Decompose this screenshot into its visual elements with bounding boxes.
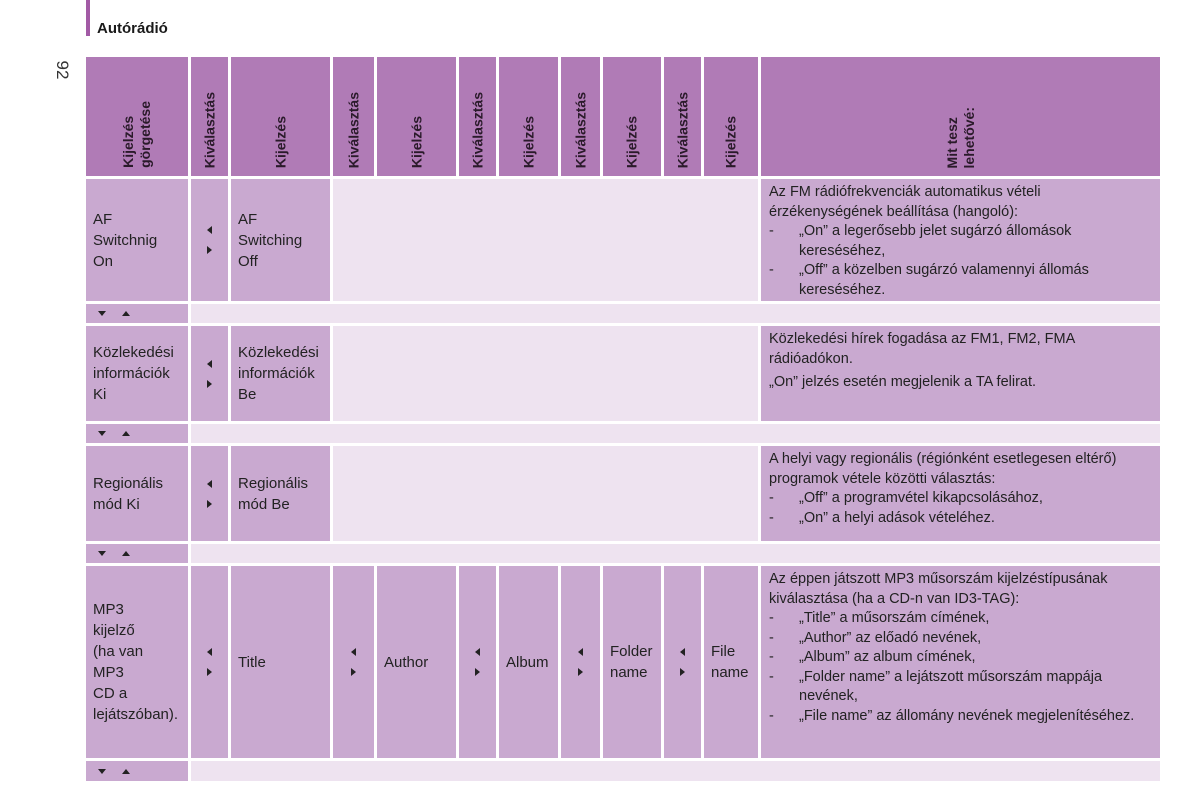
description-list-item xyxy=(769,261,1152,300)
description-list-item xyxy=(769,707,1152,727)
section-accent-bar xyxy=(86,0,90,36)
arrow-left-icon xyxy=(207,226,212,234)
option-label: Title xyxy=(238,653,266,671)
column-header xyxy=(377,57,456,176)
scroll-arrows-cell xyxy=(86,761,188,781)
list-bullet: - xyxy=(769,262,774,278)
option-label: Közlekedési információk Be xyxy=(238,344,319,403)
description-text: A helyi vagy regionális (régiónként esetlegesen eltérő) programok vétele közötti választás: xyxy=(769,451,1117,487)
arrow-down-icon xyxy=(98,311,106,316)
column-header-label: Kijelzés xyxy=(722,115,739,168)
display-cell xyxy=(86,179,188,301)
description-list-item xyxy=(769,629,1152,649)
column-header-label: Kiválasztás xyxy=(345,91,361,168)
scroll-arrows-cell xyxy=(86,544,188,563)
arrow-up-icon xyxy=(122,769,130,774)
arrow-right-icon xyxy=(207,380,212,388)
column-header-label: Kiválasztás xyxy=(572,91,588,168)
arrow-right-icon xyxy=(578,668,583,676)
option-cell xyxy=(231,326,330,421)
arrow-up-icon xyxy=(122,551,130,556)
empty-span-cell xyxy=(333,326,758,421)
select-arrows-cell xyxy=(664,566,701,758)
list-bullet: - xyxy=(769,223,774,239)
description-cell xyxy=(761,179,1160,301)
list-item-text: „On” a legerősebb jelet sugárzó állomások kereséséhez, xyxy=(799,223,1072,259)
arrow-right-icon xyxy=(207,668,212,676)
column-header-label: Kijelzés görgetése xyxy=(120,101,153,168)
option-cell xyxy=(499,566,558,758)
arrow-left-icon xyxy=(207,648,212,656)
page-number: 92 xyxy=(53,60,72,80)
option-label: File name xyxy=(711,643,749,681)
arrow-down-icon xyxy=(98,431,106,436)
column-header-label: Kiválasztás xyxy=(469,91,485,168)
option-cell xyxy=(231,179,330,301)
column-header-label: Kiválasztás xyxy=(201,91,217,168)
option-cell xyxy=(704,566,758,758)
option-cell xyxy=(231,446,330,541)
select-arrows-cell xyxy=(333,566,374,758)
empty-span-cell xyxy=(333,179,758,301)
scroll-row-spacer xyxy=(191,424,1160,443)
display-label: Regionális mód Ki xyxy=(93,474,164,513)
column-header xyxy=(561,57,600,176)
description-list-item xyxy=(769,668,1152,707)
list-bullet: - xyxy=(769,707,774,724)
scroll-row-spacer xyxy=(191,304,1160,323)
list-item-text: „Off” a közelben sugárzó valamennyi állomás kereséséhez. xyxy=(799,262,1089,298)
select-arrows-cell xyxy=(191,446,228,541)
scroll-arrows-cell xyxy=(86,424,188,443)
display-cell xyxy=(86,446,188,541)
select-arrows-cell xyxy=(561,566,600,758)
list-item-text: „Author” az előadó nevének, xyxy=(799,629,982,646)
description-text: Az FM rádiófrekvenciák automatikus vételi érzékenységének beállítása (hangoló): xyxy=(769,184,1041,220)
arrow-up-icon xyxy=(122,431,130,436)
select-arrows-cell xyxy=(459,566,496,758)
list-bullet: - xyxy=(769,610,774,626)
arrow-left-icon xyxy=(351,648,356,656)
list-item-text: „Off” a programvétel kikapcsolásához, xyxy=(799,490,1043,506)
description-list-item xyxy=(769,509,1152,529)
description-list-item xyxy=(769,489,1152,509)
option-cell xyxy=(603,566,661,758)
description-text: Közlekedési hírek fogadása az FM1, FM2, FMA rádióadókon. xyxy=(769,331,1075,367)
column-header xyxy=(191,57,228,176)
option-cell xyxy=(231,566,330,758)
arrow-left-icon xyxy=(475,648,480,656)
option-label: Folder name xyxy=(610,643,653,681)
arrow-right-icon xyxy=(351,668,356,676)
column-header xyxy=(333,57,374,176)
arrow-down-icon xyxy=(98,769,106,774)
section-title: Autórádió xyxy=(97,20,168,37)
description-text: Az éppen játszott MP3 műsorszám kijelzéstípusának kiválasztása (ha a CD-n van ID3-TAG): xyxy=(769,571,1108,607)
arrow-left-icon xyxy=(207,480,212,488)
list-bullet: - xyxy=(769,490,774,506)
description-list-item xyxy=(769,648,1152,668)
description-text: „On” jelzés esetén megjelenik a TA felirat. xyxy=(769,374,1037,390)
column-header-label: Kijelzés xyxy=(623,115,640,168)
arrow-right-icon xyxy=(680,668,685,676)
empty-span-cell xyxy=(333,446,758,541)
select-arrows-cell xyxy=(191,326,228,421)
arrow-left-icon xyxy=(680,648,685,656)
description-cell xyxy=(761,326,1160,421)
list-item-text: „Title” a műsorszám címének, xyxy=(799,610,990,626)
scroll-arrows-cell xyxy=(86,304,188,323)
column-header xyxy=(86,57,188,176)
description-list-item xyxy=(769,222,1152,261)
option-label: AF Switching Off xyxy=(238,210,303,270)
display-cell xyxy=(86,326,188,421)
arrow-up-icon xyxy=(122,311,130,316)
option-cell xyxy=(377,566,456,758)
column-header-label: Kiválasztás xyxy=(674,91,690,168)
select-arrows-cell xyxy=(191,566,228,758)
scroll-row-spacer xyxy=(191,544,1160,563)
arrow-right-icon xyxy=(207,246,212,254)
arrow-down-icon xyxy=(98,551,106,556)
list-item-text: „On” a helyi adások vételéhez. xyxy=(799,509,995,526)
description-cell xyxy=(761,566,1160,758)
arrow-right-icon xyxy=(207,500,212,508)
list-bullet: - xyxy=(769,668,774,685)
description-list-item xyxy=(769,609,1152,629)
list-item-text: „File name” az állomány nevének megjelenítéséhez. xyxy=(799,707,1135,724)
list-bullet: - xyxy=(769,509,774,526)
arrow-left-icon xyxy=(578,648,583,656)
column-header xyxy=(664,57,701,176)
scroll-row-spacer xyxy=(191,761,1160,781)
option-label: Album xyxy=(506,653,549,671)
column-header-label: Kijelzés xyxy=(272,115,288,168)
column-header-label: Kijelzés xyxy=(520,115,536,168)
column-header xyxy=(459,57,496,176)
column-header xyxy=(704,57,758,176)
option-label: Regionális mód Be xyxy=(238,474,309,513)
arrow-left-icon xyxy=(207,360,212,368)
column-header xyxy=(761,57,1160,176)
column-header-label: Kijelzés xyxy=(408,115,424,168)
display-cell xyxy=(86,566,188,758)
list-bullet: - xyxy=(769,629,774,646)
list-item-text: „Folder name” a lejátszott műsorszám mappája nevének, xyxy=(799,668,1103,704)
display-label: AF Switchnig On xyxy=(93,210,158,270)
list-bullet: - xyxy=(769,649,774,665)
column-header xyxy=(603,57,661,176)
description-cell xyxy=(761,446,1160,541)
display-label: Közlekedési információk Ki xyxy=(93,344,174,403)
display-label: MP3 kijelző (ha van MP3 CD a lejátszóban). xyxy=(93,601,179,723)
select-arrows-cell xyxy=(191,179,228,301)
list-item-text: „Album” az album címének, xyxy=(799,649,976,665)
column-header-label: Mit tesz lehetővé: xyxy=(943,106,977,168)
arrow-right-icon xyxy=(475,668,480,676)
column-header xyxy=(499,57,558,176)
column-header xyxy=(231,57,330,176)
option-label: Author xyxy=(384,653,429,671)
